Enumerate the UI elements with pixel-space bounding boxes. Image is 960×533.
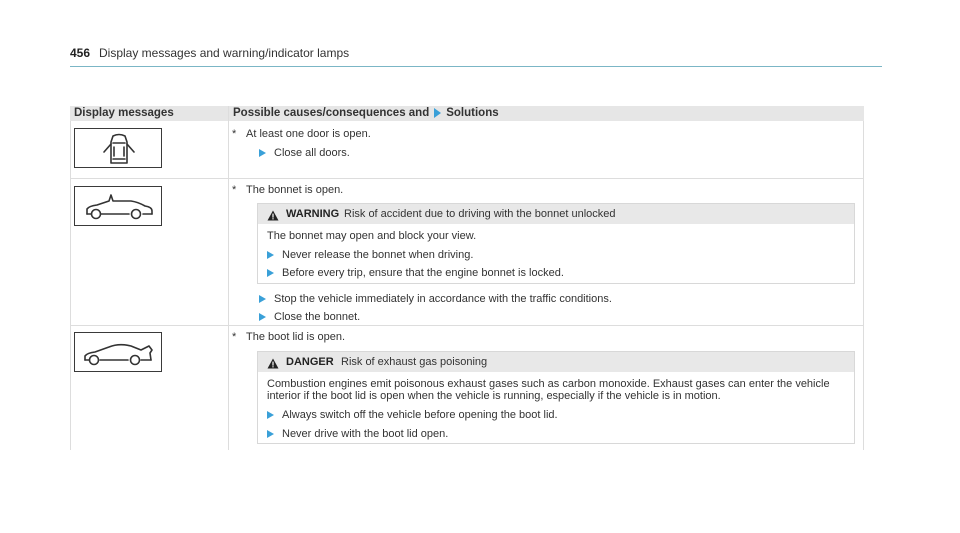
play-arrow-icon [259, 313, 266, 321]
page-header [70, 44, 882, 67]
danger-box [257, 351, 855, 444]
danger-bullet [267, 409, 558, 421]
row-divider [70, 178, 864, 179]
play-arrow-icon [434, 108, 441, 118]
danger-body-line-1: Combustion engines emit poisonous exhaust gases such as carbon monoxide. Exhaust gases can enter the vehicle [267, 378, 830, 390]
warning-label: WARNING [286, 208, 340, 220]
solution-text: Close all doors. [274, 147, 350, 159]
solution-text: Stop the vehicle immediately in accordance with the traffic conditions. [274, 293, 612, 305]
column-header-display-messages: Display messages [74, 107, 174, 119]
play-arrow-icon [259, 295, 266, 303]
warning-box [257, 203, 855, 284]
danger-description: Risk of exhaust gas poisoning [341, 356, 488, 368]
warning-bullet [267, 249, 473, 261]
column-divider [228, 106, 229, 450]
danger-header [258, 352, 854, 372]
danger-bullet [267, 428, 448, 440]
column-header-causes: Possible causes/consequences and [233, 107, 430, 119]
play-arrow-icon [267, 430, 274, 438]
cause-text: The bonnet is open. [246, 184, 344, 196]
warning-bullet-text: Before every trip, ensure that the engine bonnet is locked. [282, 267, 564, 279]
boot-lid-open-icon [74, 332, 162, 372]
cause-text: The boot lid is open. [246, 331, 346, 343]
danger-bullet-text: Always switch off the vehicle before opening the boot lid. [282, 409, 558, 421]
play-arrow-icon [267, 251, 274, 259]
warning-bullet [267, 267, 564, 279]
column-header-causes-solutions [233, 107, 499, 119]
play-arrow-icon [267, 269, 274, 277]
solution-item [259, 147, 350, 159]
table-header [70, 106, 864, 121]
display-messages-table [70, 106, 864, 450]
warning-description: Risk of accident due to driving with the bonnet unlocked [344, 208, 616, 220]
danger-bullet-text: Never drive with the boot lid open. [282, 428, 449, 440]
danger-label: DANGER [286, 356, 334, 368]
solution-item [259, 311, 360, 323]
asterisk: * [232, 184, 237, 196]
warning-body: The bonnet may open and block your view. [267, 230, 477, 242]
asterisk: * [232, 331, 237, 343]
warning-bullet-text: Never release the bonnet when driving. [282, 249, 474, 261]
page-title: Display messages and warning/indicator lamps [99, 46, 350, 60]
warning-triangle-icon [267, 208, 279, 226]
table-border-left [70, 121, 71, 450]
bonnet-open-icon [74, 186, 162, 226]
play-arrow-icon [267, 411, 274, 419]
play-arrow-icon [259, 149, 266, 157]
row-divider [70, 325, 864, 326]
cause-text: At least one door is open. [246, 128, 371, 140]
page-number: 456 [70, 46, 91, 60]
asterisk: * [232, 128, 237, 140]
table-border-right [863, 121, 864, 450]
door-open-icon [74, 128, 162, 168]
danger-body-line-2: interior if the boot lid is open when the vehicle is running, especially if the vehicle is in motion. [267, 390, 721, 402]
solution-text: Close the bonnet. [274, 311, 361, 323]
column-header-solutions: Solutions [446, 107, 499, 119]
warning-triangle-icon [267, 356, 279, 374]
solution-item [259, 293, 612, 305]
warning-header [258, 204, 854, 224]
